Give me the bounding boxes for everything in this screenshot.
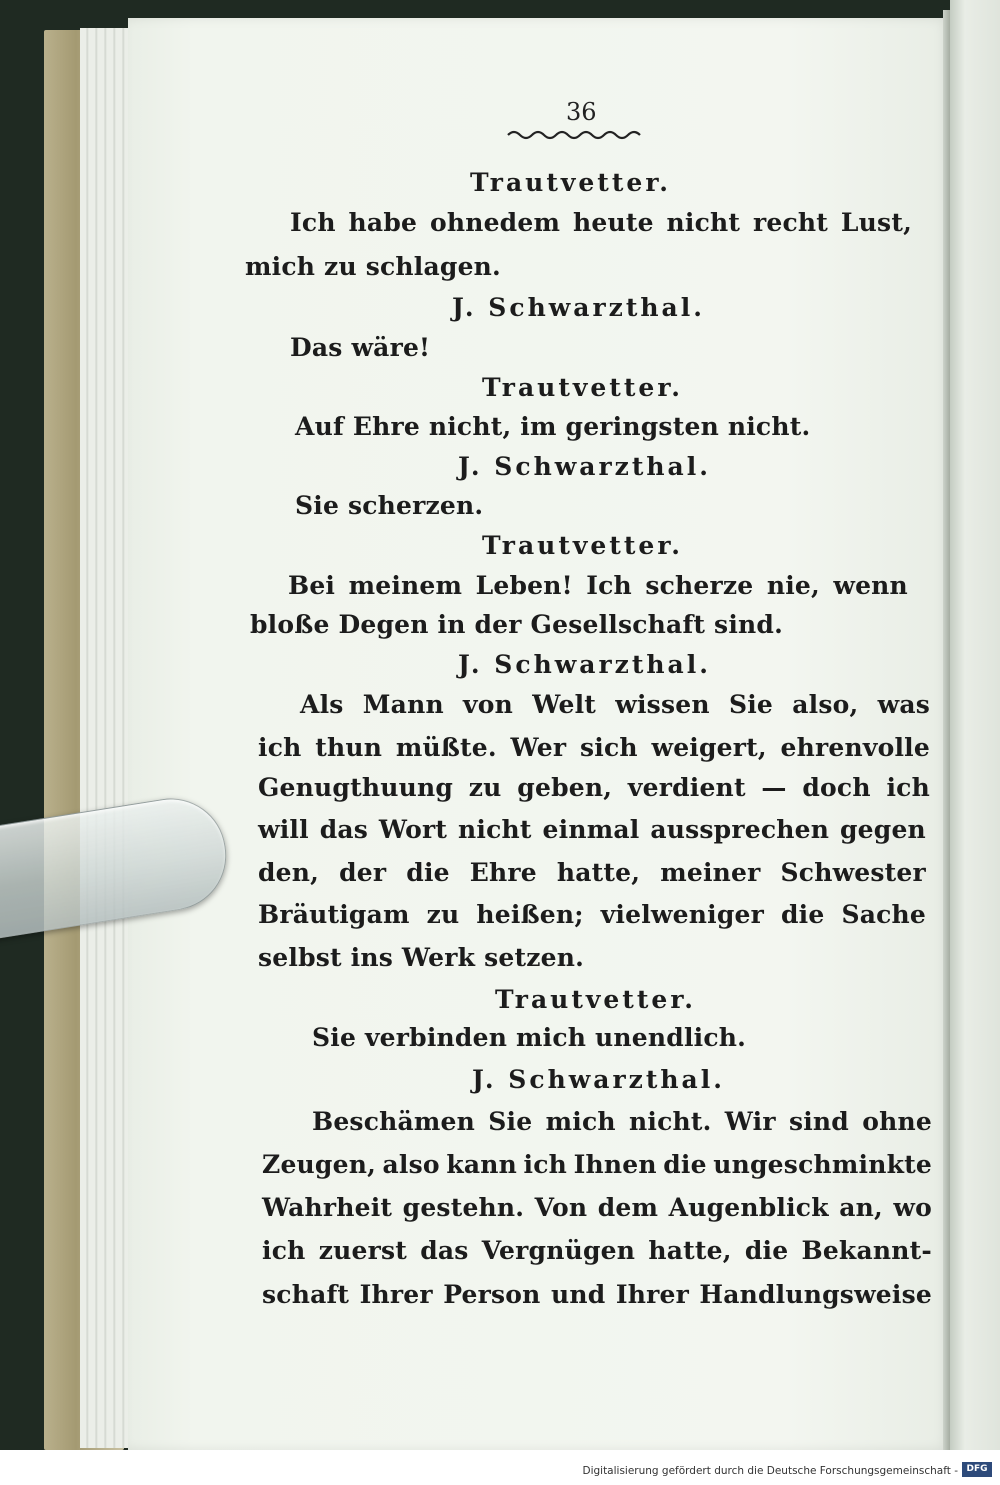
word: von (463, 690, 514, 719)
word: was (877, 690, 930, 719)
word: Schwester (780, 858, 926, 887)
word: Bräutigam (258, 900, 410, 929)
word: will (258, 815, 309, 844)
word: Wer (510, 733, 567, 762)
speaker-name: Trautvetter. (495, 985, 696, 1014)
word: müßte. (395, 733, 497, 762)
word: schaft (262, 1280, 350, 1309)
text-line (258, 773, 930, 802)
speaker-name: J. Schwarzthal. (472, 1065, 725, 1094)
word: Ihnen (573, 1150, 657, 1179)
facing-page-edge (950, 0, 1000, 1450)
word: Ehre (469, 858, 537, 887)
text-line (288, 571, 908, 600)
word: nicht. (629, 1107, 712, 1136)
speaker-name: J. Schwarzthal. (458, 650, 711, 679)
word: wissen (615, 690, 710, 719)
word: zuerst (318, 1236, 407, 1265)
word: Wir (724, 1107, 776, 1136)
word: einmal (542, 815, 640, 844)
text-line (262, 1236, 932, 1265)
word: recht (753, 208, 829, 237)
word: Bekannt- (801, 1236, 932, 1265)
speaker-name: J. Schwarzthal. (458, 452, 711, 481)
word: hatte, (648, 1236, 732, 1265)
word: meinem (348, 571, 463, 600)
word: weigert, (651, 733, 767, 762)
word: scherze (645, 571, 754, 600)
word: heute (572, 208, 654, 237)
word: meiner (660, 858, 761, 887)
word: ich (886, 773, 930, 802)
page-number: 36 (566, 98, 597, 126)
word: Handlungsweise (699, 1280, 932, 1309)
word: Ich (586, 571, 632, 600)
word: der (339, 858, 387, 887)
word: mich (545, 1107, 616, 1136)
word: Bei (288, 571, 336, 600)
word: Genugthuung (258, 773, 454, 802)
text-line: Das wäre! (290, 333, 431, 362)
word: hatte, (556, 858, 641, 887)
text-line: selbst ins Werk setzen. (258, 943, 584, 972)
text-line (258, 815, 926, 844)
word: an, (839, 1193, 883, 1222)
word: vielweniger (600, 900, 764, 929)
word: die (780, 900, 825, 929)
word: dem (597, 1193, 659, 1222)
word: Vergnügen (481, 1236, 636, 1265)
word: gestehn. (402, 1193, 525, 1222)
word: sich (579, 733, 638, 762)
word: die (744, 1236, 789, 1265)
word: ich (262, 1236, 306, 1265)
word: Ihrer (359, 1280, 433, 1309)
speaker-name: Trautvetter. (470, 168, 671, 197)
word: Beschämen (312, 1107, 476, 1136)
word: also, (792, 690, 859, 719)
text-line: Auf Ehre nicht, im geringsten nicht. (295, 412, 811, 441)
word: das (319, 815, 369, 844)
word: die (406, 858, 450, 887)
text-line: bloße Degen in der Gesellschaft sind. (250, 610, 783, 639)
word: Ihrer (615, 1280, 689, 1309)
word: — (761, 773, 787, 802)
text-line (262, 1280, 932, 1309)
word: Von (534, 1193, 588, 1222)
dfg-logo-icon: DFG (962, 1462, 992, 1477)
word: ich (523, 1150, 568, 1179)
word: ehrenvolle (780, 733, 930, 762)
word: Sie (728, 690, 773, 719)
text-line (258, 900, 926, 929)
word: nicht (666, 208, 741, 237)
word: heißen; (476, 900, 584, 929)
text-line (300, 690, 930, 719)
word: doch (802, 773, 871, 802)
word: Wahrheit (262, 1193, 393, 1222)
word: nicht (458, 815, 532, 844)
text-line (290, 208, 912, 237)
word: geben, (517, 773, 613, 802)
word: also (382, 1150, 440, 1179)
wave-ornament-icon (506, 128, 646, 142)
word: Wort (378, 815, 448, 844)
word: Zeugen, (262, 1150, 376, 1179)
word: den, (258, 858, 320, 887)
word: das (420, 1236, 469, 1265)
word: Augenblick (668, 1193, 829, 1222)
text-line: Sie verbinden mich unendlich. (312, 1023, 747, 1052)
word: Welt (532, 690, 597, 719)
word: zu (426, 900, 460, 929)
word: thun (315, 733, 383, 762)
word: ich (258, 733, 302, 762)
word: sind (788, 1107, 849, 1136)
word: Mann (362, 690, 444, 719)
speaker-name: Trautvetter. (482, 373, 683, 402)
word: kann (446, 1150, 517, 1179)
speaker-name: Trautvetter. (482, 531, 683, 560)
text-line: mich zu schlagen. (245, 252, 501, 281)
text-line: Sie scherzen. (295, 491, 484, 520)
word: wenn (833, 571, 908, 600)
word: wo (893, 1193, 932, 1222)
word: Lust, (840, 208, 912, 237)
footer-credit: Digitalisierung gefördert durch die Deutsche Forschungsgemeinschaft - (582, 1465, 958, 1477)
word: die (663, 1150, 707, 1179)
word: Sie (488, 1107, 533, 1136)
text-line (312, 1107, 932, 1136)
word: verdient (627, 773, 746, 802)
word: nie, (766, 571, 820, 600)
text-line (258, 858, 926, 887)
word: aussprechen (650, 815, 830, 844)
text-line (262, 1150, 932, 1179)
text-line (262, 1193, 932, 1222)
text-line (258, 733, 930, 762)
word: gegen (839, 815, 926, 844)
word: Person (443, 1280, 541, 1309)
word: ohnedem (429, 208, 561, 237)
word: zu (468, 773, 502, 802)
word: Sache (841, 900, 926, 929)
word: Leben! (475, 571, 573, 600)
word: Als (300, 690, 344, 719)
word: ungeschminkte (713, 1150, 932, 1179)
word: ohne (862, 1107, 932, 1136)
speaker-name: J. Schwarzthal. (452, 293, 705, 322)
word: Ich (290, 208, 336, 237)
word: und (550, 1280, 606, 1309)
word: habe (348, 208, 418, 237)
